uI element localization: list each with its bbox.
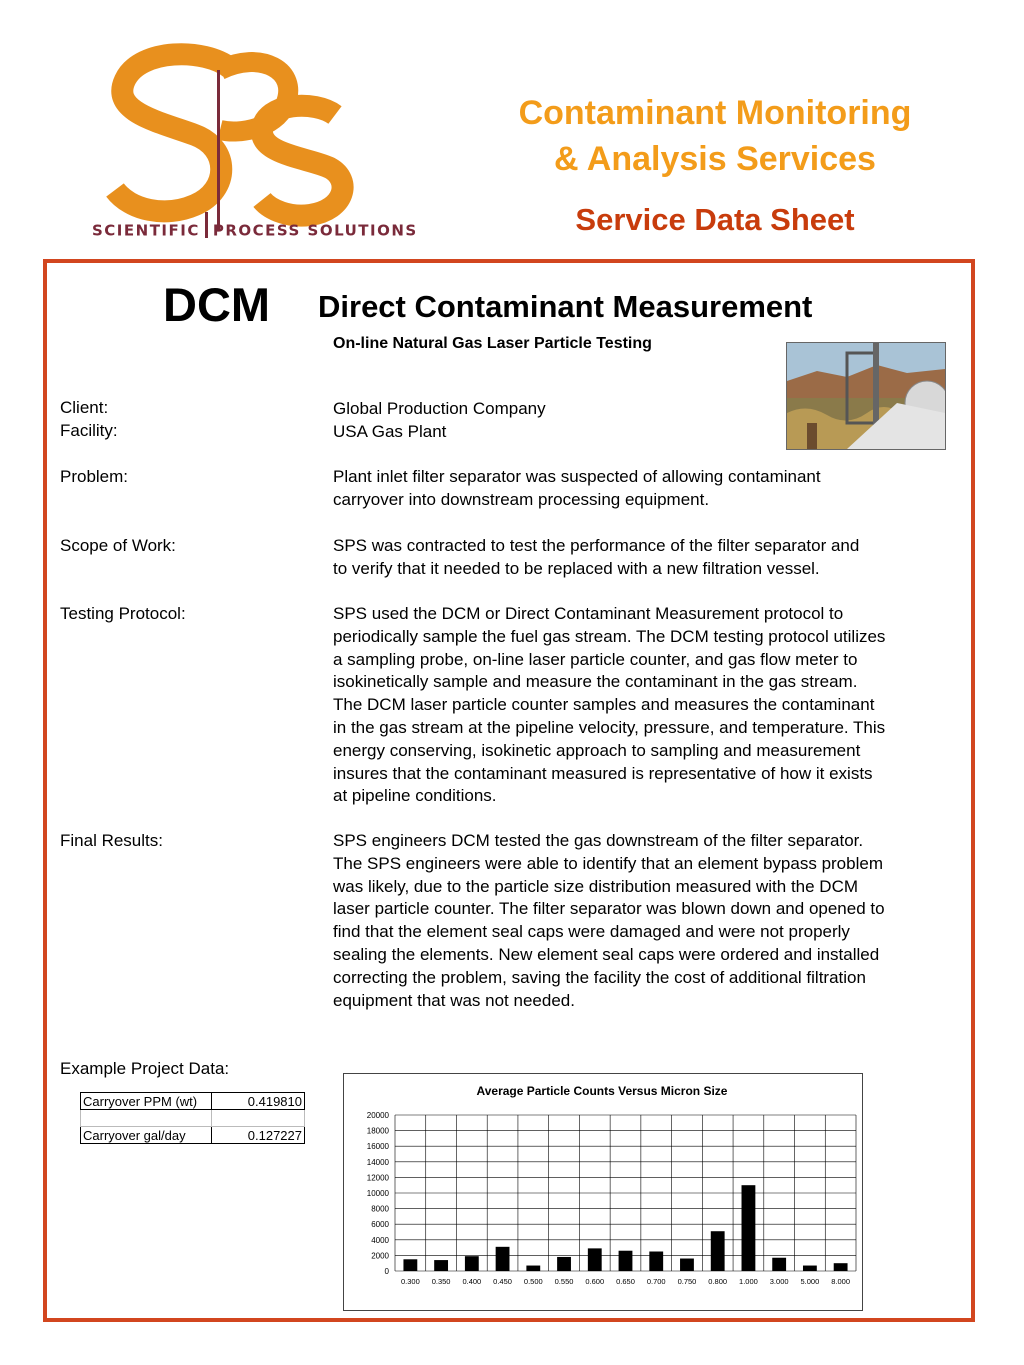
x-tick-label: 0.550 — [554, 1277, 574, 1286]
y-tick-label: 4000 — [371, 1235, 389, 1245]
doc-full-name: Direct Contaminant Measurement — [318, 289, 813, 324]
problem-line: carryover into downstream processing equipment. — [333, 489, 710, 509]
protocol-label: Testing Protocol: — [60, 604, 186, 623]
protocol-line: insures that the contaminant measured is representative of how it exists — [333, 763, 873, 783]
bar — [434, 1260, 448, 1271]
bar — [557, 1257, 571, 1271]
client-value: Global Production Company — [333, 399, 546, 418]
x-tick-label: 0.500 — [523, 1277, 543, 1286]
example-label: Example Project Data: — [60, 1059, 230, 1078]
scope-line: to verify that it needed to be replaced with a new filtration vessel. — [333, 558, 820, 578]
y-tick-label: 8000 — [371, 1204, 389, 1214]
x-tick-label: 0.650 — [616, 1277, 635, 1286]
protocol-line: in the gas stream at the pipeline velocity, pressure, and temperature. This — [333, 717, 886, 737]
protocol-line: SPS used the DCM or Direct Contaminant Measurement protocol to — [333, 604, 844, 623]
y-tick-label: 18000 — [366, 1126, 389, 1136]
protocol-line: at pipeline conditions. — [333, 786, 497, 806]
results-line: correcting the problem, saving the facility the cost of additional filtration — [333, 967, 866, 987]
problem-text — [333, 466, 963, 512]
problem-label: Problem: — [60, 467, 129, 486]
logo-wordmark — [92, 218, 418, 244]
facility-label: Facility: — [60, 421, 118, 440]
logo-s-right — [262, 106, 343, 216]
logo-s-left — [115, 54, 230, 211]
y-tick-label: 14000 — [366, 1157, 389, 1167]
bar — [803, 1266, 817, 1271]
bar — [588, 1248, 602, 1271]
bar — [772, 1258, 786, 1271]
x-tick-label: 8.000 — [831, 1277, 851, 1286]
particle-count-chart — [343, 1100, 861, 1300]
table-cell-value: 0.127227 — [212, 1127, 305, 1144]
x-tick-label: 3.000 — [769, 1277, 789, 1286]
logo-divider — [217, 70, 220, 230]
header-title — [470, 90, 960, 182]
protocol-line: The DCM laser particle counter samples and measures the contaminant — [333, 695, 875, 715]
x-tick-label: 0.800 — [708, 1277, 728, 1286]
table-row — [81, 1110, 305, 1127]
protocol-text — [333, 603, 963, 808]
bar — [649, 1252, 663, 1272]
client-label: Client: — [60, 398, 109, 417]
sps-logo — [80, 40, 460, 240]
x-tick-label: 0.400 — [462, 1277, 482, 1286]
results-line: laser particle counter. The filter separator was blown down and opened to — [333, 899, 885, 919]
bar — [465, 1256, 479, 1271]
x-tick-label: 5.000 — [800, 1277, 820, 1286]
results-line: equipment that was not needed. — [333, 990, 575, 1010]
results-line: was likely, due to the particle size distribution measured with the DCM — [333, 876, 859, 896]
x-tick-label: 0.600 — [585, 1277, 605, 1286]
table-cell-name: Carryover PPM (wt) — [81, 1093, 212, 1110]
bar — [834, 1263, 848, 1271]
results-line: sealing the elements. New element seal caps were ordered and installed — [333, 944, 880, 964]
bar — [496, 1247, 510, 1271]
bar — [742, 1185, 756, 1271]
project-data-table — [80, 1092, 305, 1144]
x-tick-label: 0.300 — [400, 1277, 420, 1286]
y-tick-label: 10000 — [366, 1189, 389, 1198]
table-cell-name — [81, 1110, 212, 1127]
x-tick-label: 0.450 — [493, 1277, 512, 1286]
chart-title: Average Particle Counts Versus Micron Size — [476, 1084, 728, 1098]
header-title-line2: & Analysis Services — [554, 140, 876, 178]
table-cell-value — [212, 1110, 305, 1127]
facility-value: USA Gas Plant — [333, 422, 447, 441]
results-label: Final Results: — [60, 831, 163, 850]
y-tick-label: 6000 — [371, 1220, 389, 1230]
bar — [403, 1259, 417, 1271]
logo-wordmark-right: PROCESS SOLUTIONS — [212, 221, 418, 240]
results-line: The SPS engineers were able to identify that an element bypass problem — [333, 853, 883, 873]
problem-line: Plant inlet filter separator was suspected of allowing contaminant — [333, 467, 821, 486]
table-row — [81, 1127, 305, 1144]
protocol-line: a sampling probe, on-line laser particle counter, and gas flow meter to — [333, 649, 858, 669]
bar — [711, 1231, 725, 1271]
y-tick-label: 20000 — [366, 1111, 389, 1120]
y-tick-label: 0 — [384, 1267, 389, 1276]
y-tick-label: 16000 — [366, 1142, 389, 1152]
bar — [526, 1266, 540, 1271]
doc-tagline: On-line Natural Gas Laser Particle Testing — [333, 335, 652, 352]
table-row — [81, 1093, 305, 1110]
protocol-line: isokinetically sample and measure the contaminant in the gas stream. — [333, 672, 858, 692]
results-line: find that the element seal caps were damaged and were not properly — [333, 922, 850, 942]
y-tick-label: 12000 — [366, 1173, 389, 1183]
results-line: SPS engineers DCM tested the gas downstream of the filter separator. — [333, 831, 864, 850]
protocol-line: periodically sample the fuel gas stream. The DCM testing protocol utilizes — [333, 626, 886, 646]
y-tick-label: 2000 — [371, 1251, 389, 1261]
x-tick-label: 0.750 — [677, 1277, 697, 1286]
x-tick-label: 0.350 — [431, 1277, 451, 1286]
scope-text — [333, 535, 963, 581]
results-text — [333, 830, 963, 1012]
scope-label: Scope of Work: — [60, 536, 176, 555]
bar — [680, 1259, 694, 1271]
header-title-line1: Contaminant Monitoring — [518, 94, 912, 132]
protocol-line: energy conserving, isokinetic approach to sampling and measurement — [333, 740, 861, 760]
doc-acronym: DCM — [163, 278, 271, 331]
logo-wordmark-left: SCIENTIFIC — [92, 221, 200, 240]
scope-line: SPS was contracted to test the performance of the filter separator and — [333, 536, 860, 555]
x-tick-label: 0.700 — [646, 1277, 666, 1286]
table-cell-name: Carryover gal/day — [81, 1127, 212, 1144]
bar — [619, 1251, 633, 1271]
x-tick-label: 1.000 — [739, 1277, 758, 1286]
table-cell-value: 0.419810 — [212, 1093, 305, 1110]
header-subtitle: Service Data Sheet — [575, 202, 855, 237]
